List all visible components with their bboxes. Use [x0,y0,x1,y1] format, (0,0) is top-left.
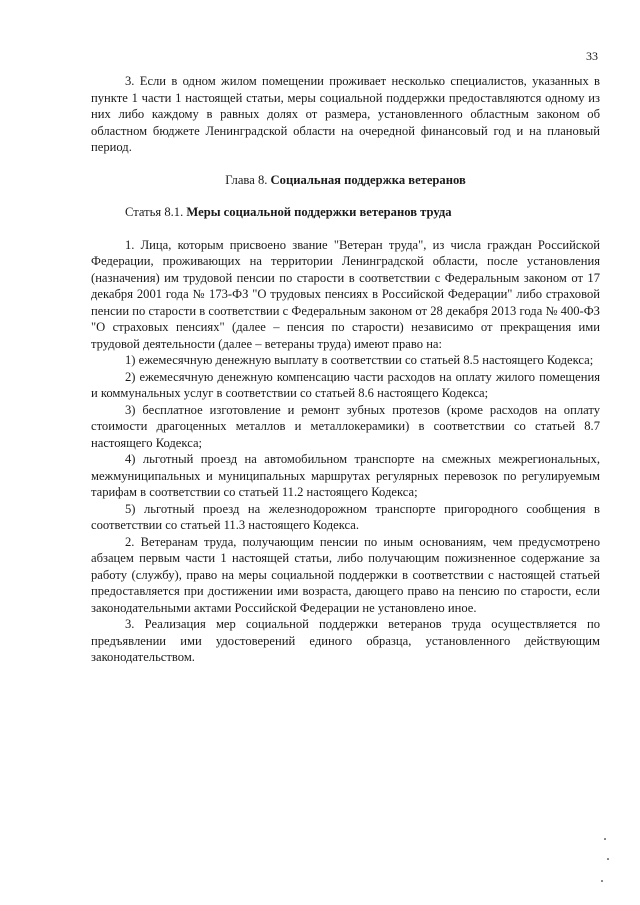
paragraph-2: 2. Ветеранам труда, получающим пенсии по иным основаниям, чем предусмотрено абзацем первым части 1 настоящей статьи, либо получающим пожизненное содержание за работу (службу), право на меры социальной поддержки в соответствии с настоящей статьей предоставляется при достижении ими возраста, дающего право на пенсию по старости, если законодательными актами Российской Федерации не установлено иное. [91,534,600,615]
scan-specks [598,836,610,896]
article-heading [91,204,600,221]
article-prefix: Статья 8.1. [125,205,187,219]
list-item-3: 3) бесплатное изготовление и ремонт зубных протезов (кроме расходов на оплату стоимости драгоценных металлов и металлокерамики) в соответствии со статьей 8.7 настоящего Кодекса; [91,402,600,450]
paragraph-intro: 3. Если в одном жилом помещении проживает несколько специалистов, указанных в пункте 1 части 1 настоящей статьи, меры социальной поддержки предоставляются одному из них либо каждому в равных долях от размера, установленного областным законом об областном бюджете Ленинградской области на очередной финансовый год и на плановый период. [91,74,600,154]
paragraph-1: 1. Лица, которым присвоено звание "Ветеран труда", из числа граждан Российской Федерации, проживающих на территории Ленинградской области, после установления (назначения) им трудовой пенсии по старости в соответствии с Федеральным законом от 17 декабря 2001 года № 173-ФЗ "О трудовых пенсиях в Российской Федерации" либо страховой пенсии по старости в соответствии с Федеральным законом от 28 декабря 2013 года № 400-ФЗ "О страховых пенсиях" (далее – пенсия по старости) независимо от прекращения ими трудовой деятельности (далее – ветераны труда) имеют право на: [91,237,600,351]
paragraph-3: 3. Реализация мер социальной поддержки ветеранов труда осуществляется по предъявлении ими удостоверений единого образца, установленного действующим законодательством. [91,617,600,664]
page-number: 33 [586,49,598,63]
list-item-4: 4) льготный проезд на автомобильном транспорте на смежных межрегиональных, межмуниципальных и муниципальных маршрутах регулярных перевозок по регулируемым тарифам в соответствии со статьей 11.2 настоящего Кодекса; [91,452,600,499]
chapter-prefix: Глава 8. [225,172,271,187]
chapter-title: Социальная поддержка ветеранов [270,172,466,187]
page-body [91,73,600,666]
chapter-heading [91,172,600,189]
article-title: Меры социальной поддержки ветеранов труда [186,205,452,219]
list-item-5: 5) льготный проезд на железнодорожном транспорте пригородного сообщения в соответствии со статьей 11.3 настоящего Кодекса. [91,501,600,532]
list-item-2: 2) ежемесячную денежную компенсацию части расходов на оплату жилого помещения и коммунальных услуг в соответствии со статьей 8.6 настоящего Кодекса; [91,369,600,400]
list-item-1: 1) ежемесячную денежную выплату в соответствии со статьей 8.5 настоящего Кодекса; [125,353,594,367]
